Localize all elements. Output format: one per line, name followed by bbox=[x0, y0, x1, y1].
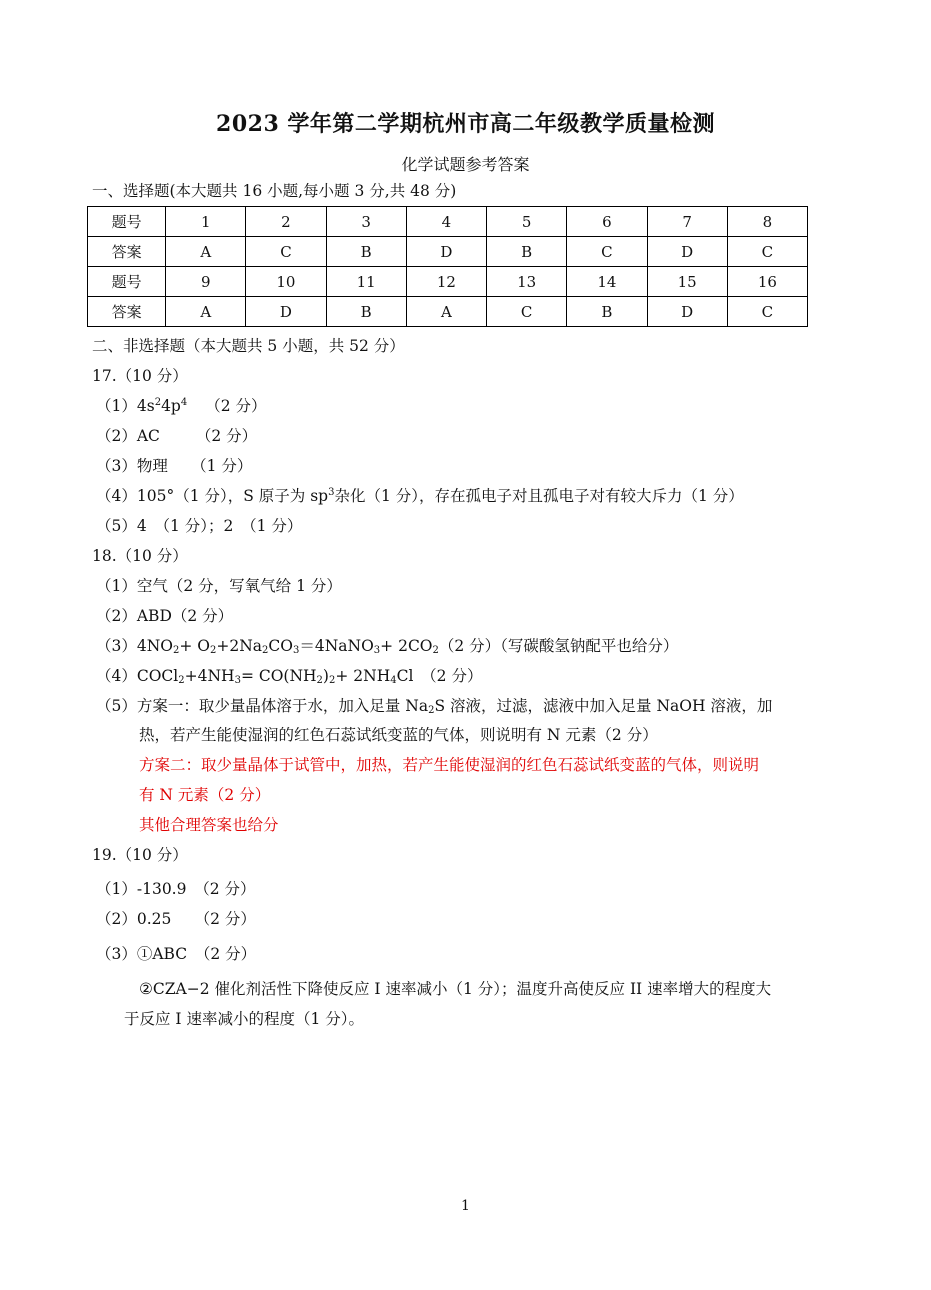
document-subtitle: 化学试题参考答案 bbox=[401, 155, 530, 174]
table-cell-question-number: 2 bbox=[246, 207, 326, 237]
q18-alt-solution-line-2: 有 N 元素（2 分） bbox=[139, 786, 271, 804]
table-row-question-numbers bbox=[88, 207, 808, 237]
table-cell-question-number: 7 bbox=[647, 207, 727, 237]
table-cell-question-number: 6 bbox=[567, 207, 647, 237]
table-cell-answer-letter: A bbox=[166, 237, 246, 267]
q17-answer-2: （2）AC （2 分） bbox=[96, 427, 258, 445]
table-cell-answer-letter: B bbox=[567, 297, 647, 327]
table-cell-answer-letter: C bbox=[246, 237, 326, 267]
table-cell-question-number: 10 bbox=[246, 267, 326, 297]
table-label-answer: 答案 bbox=[88, 237, 166, 267]
table-cell-question-number: 11 bbox=[326, 267, 406, 297]
table-cell-question-number: 1 bbox=[166, 207, 246, 237]
table-cell-question-number: 8 bbox=[727, 207, 807, 237]
table-cell-answer-letter: C bbox=[567, 237, 647, 267]
q17-answer-5: （5）4 （1 分）；2 （1 分） bbox=[96, 517, 303, 535]
table-row-question-numbers bbox=[88, 267, 808, 297]
table-cell-answer-letter: D bbox=[647, 237, 727, 267]
table-cell-question-number: 15 bbox=[647, 267, 727, 297]
q19-answer-3: （3）①ABC （2 分） bbox=[96, 945, 257, 963]
table-row-answers bbox=[88, 297, 808, 327]
table-cell-answer-letter: C bbox=[487, 297, 567, 327]
q18-answer-5-line-2: 热，若产生能使湿润的红色石蕊试纸变蓝的气体，则说明有 N 元素（2 分） bbox=[139, 726, 658, 744]
table-cell-answer-letter: B bbox=[326, 297, 406, 327]
q17-answer-1: $(1)4s^24p^4$ （2 分） bbox=[96, 397, 267, 415]
q18-answer-2: （2）ABD（2 分） bbox=[96, 607, 234, 625]
table-label-answer: 答案 bbox=[88, 297, 166, 327]
q19-answer-3-part-2-line-1: ②CZA−2 催化剂活性下降使反应 I 速率减小（1 分）；温度升高使反应 II 速率增大的程度大 bbox=[139, 980, 772, 998]
q19-answer-2: （2）0.25 （2 分） bbox=[96, 910, 256, 928]
table-cell-answer-letter: A bbox=[406, 297, 486, 327]
q18-answer-1: （1）空气（2 分，写氧气给 1 分） bbox=[96, 577, 342, 595]
q17-answer-3: （3）物理 （1 分） bbox=[96, 457, 253, 475]
table-cell-question-number: 16 bbox=[727, 267, 807, 297]
table-cell-question-number: 5 bbox=[487, 207, 567, 237]
answer-table bbox=[87, 206, 808, 327]
table-cell-question-number: 12 bbox=[406, 267, 486, 297]
table-cell-answer-letter: C bbox=[727, 237, 807, 267]
q18-other-answers-note: 其他合理答案也给分 bbox=[139, 816, 279, 834]
section-1-heading: 一、选择题(本大题共 16 小题,每小题 3 分,共 48 分) bbox=[92, 182, 457, 200]
q17-answer-4: （4）105°（1 分），S 原子为 $sp^3$杂化（1 分），存在孤电子对且孤电子对有较大斥力（1 分） bbox=[96, 487, 744, 505]
table-cell-question-number: 4 bbox=[406, 207, 486, 237]
q19-answer-1: （1）-130.9 （2 分） bbox=[96, 880, 256, 898]
table-cell-answer-letter: D bbox=[246, 297, 326, 327]
table-cell-question-number: 14 bbox=[567, 267, 647, 297]
q19-heading: 19.（10 分） bbox=[92, 846, 188, 864]
q18-answer-5-line-1: （5）方案一：取少量晶体溶于水，加入足量 $Na_2S$ 溶液，过滤，滤液中加入足量 NaOH 溶液，加 bbox=[96, 697, 773, 716]
q17-heading: 17.（10 分） bbox=[92, 367, 188, 385]
q18-alt-solution-line-1: 方案二：取少量晶体于试管中，加热，若产生能使湿润的红色石蕊试纸变蓝的气体，则说明 bbox=[139, 756, 760, 774]
q18-heading: 18.（10 分） bbox=[92, 547, 188, 565]
table-cell-answer-letter: B bbox=[487, 237, 567, 267]
table-cell-answer-letter: B bbox=[326, 237, 406, 267]
table-label-question: 题号 bbox=[88, 207, 166, 237]
document-title: 2023 学年第二学期杭州市高二年级教学质量检测 bbox=[216, 111, 715, 137]
table-cell-answer-letter: A bbox=[166, 297, 246, 327]
table-cell-answer-letter: D bbox=[647, 297, 727, 327]
table-cell-question-number: 9 bbox=[166, 267, 246, 297]
q19-answer-3-part-2-line-2: 于反应 I 速率减小的程度（1 分）。 bbox=[124, 1010, 365, 1028]
page-number: 1 bbox=[461, 1198, 470, 1214]
section-2-heading: 二、非选择题（本大题共 5 小题，共 52 分） bbox=[92, 337, 405, 355]
table-cell-question-number: 3 bbox=[326, 207, 406, 237]
q18-answer-3: $(3)4NO_2+$ $O_2+2Na_2CO_3=4NaNO_3+ 2CO_2(2$ 分）（写碳酸氢钠配平也给分） bbox=[96, 637, 679, 656]
table-label-question: 题号 bbox=[88, 267, 166, 297]
table-cell-question-number: 13 bbox=[487, 267, 567, 297]
table-cell-answer-letter: C bbox=[727, 297, 807, 327]
table-row-answers bbox=[88, 237, 808, 267]
table-cell-answer-letter: D bbox=[406, 237, 486, 267]
q18-answer-4: $(4)COCl_2+4NH_3= CO(NH_2)_2+ 2NH_4Cl$ （2 分） bbox=[96, 667, 483, 686]
